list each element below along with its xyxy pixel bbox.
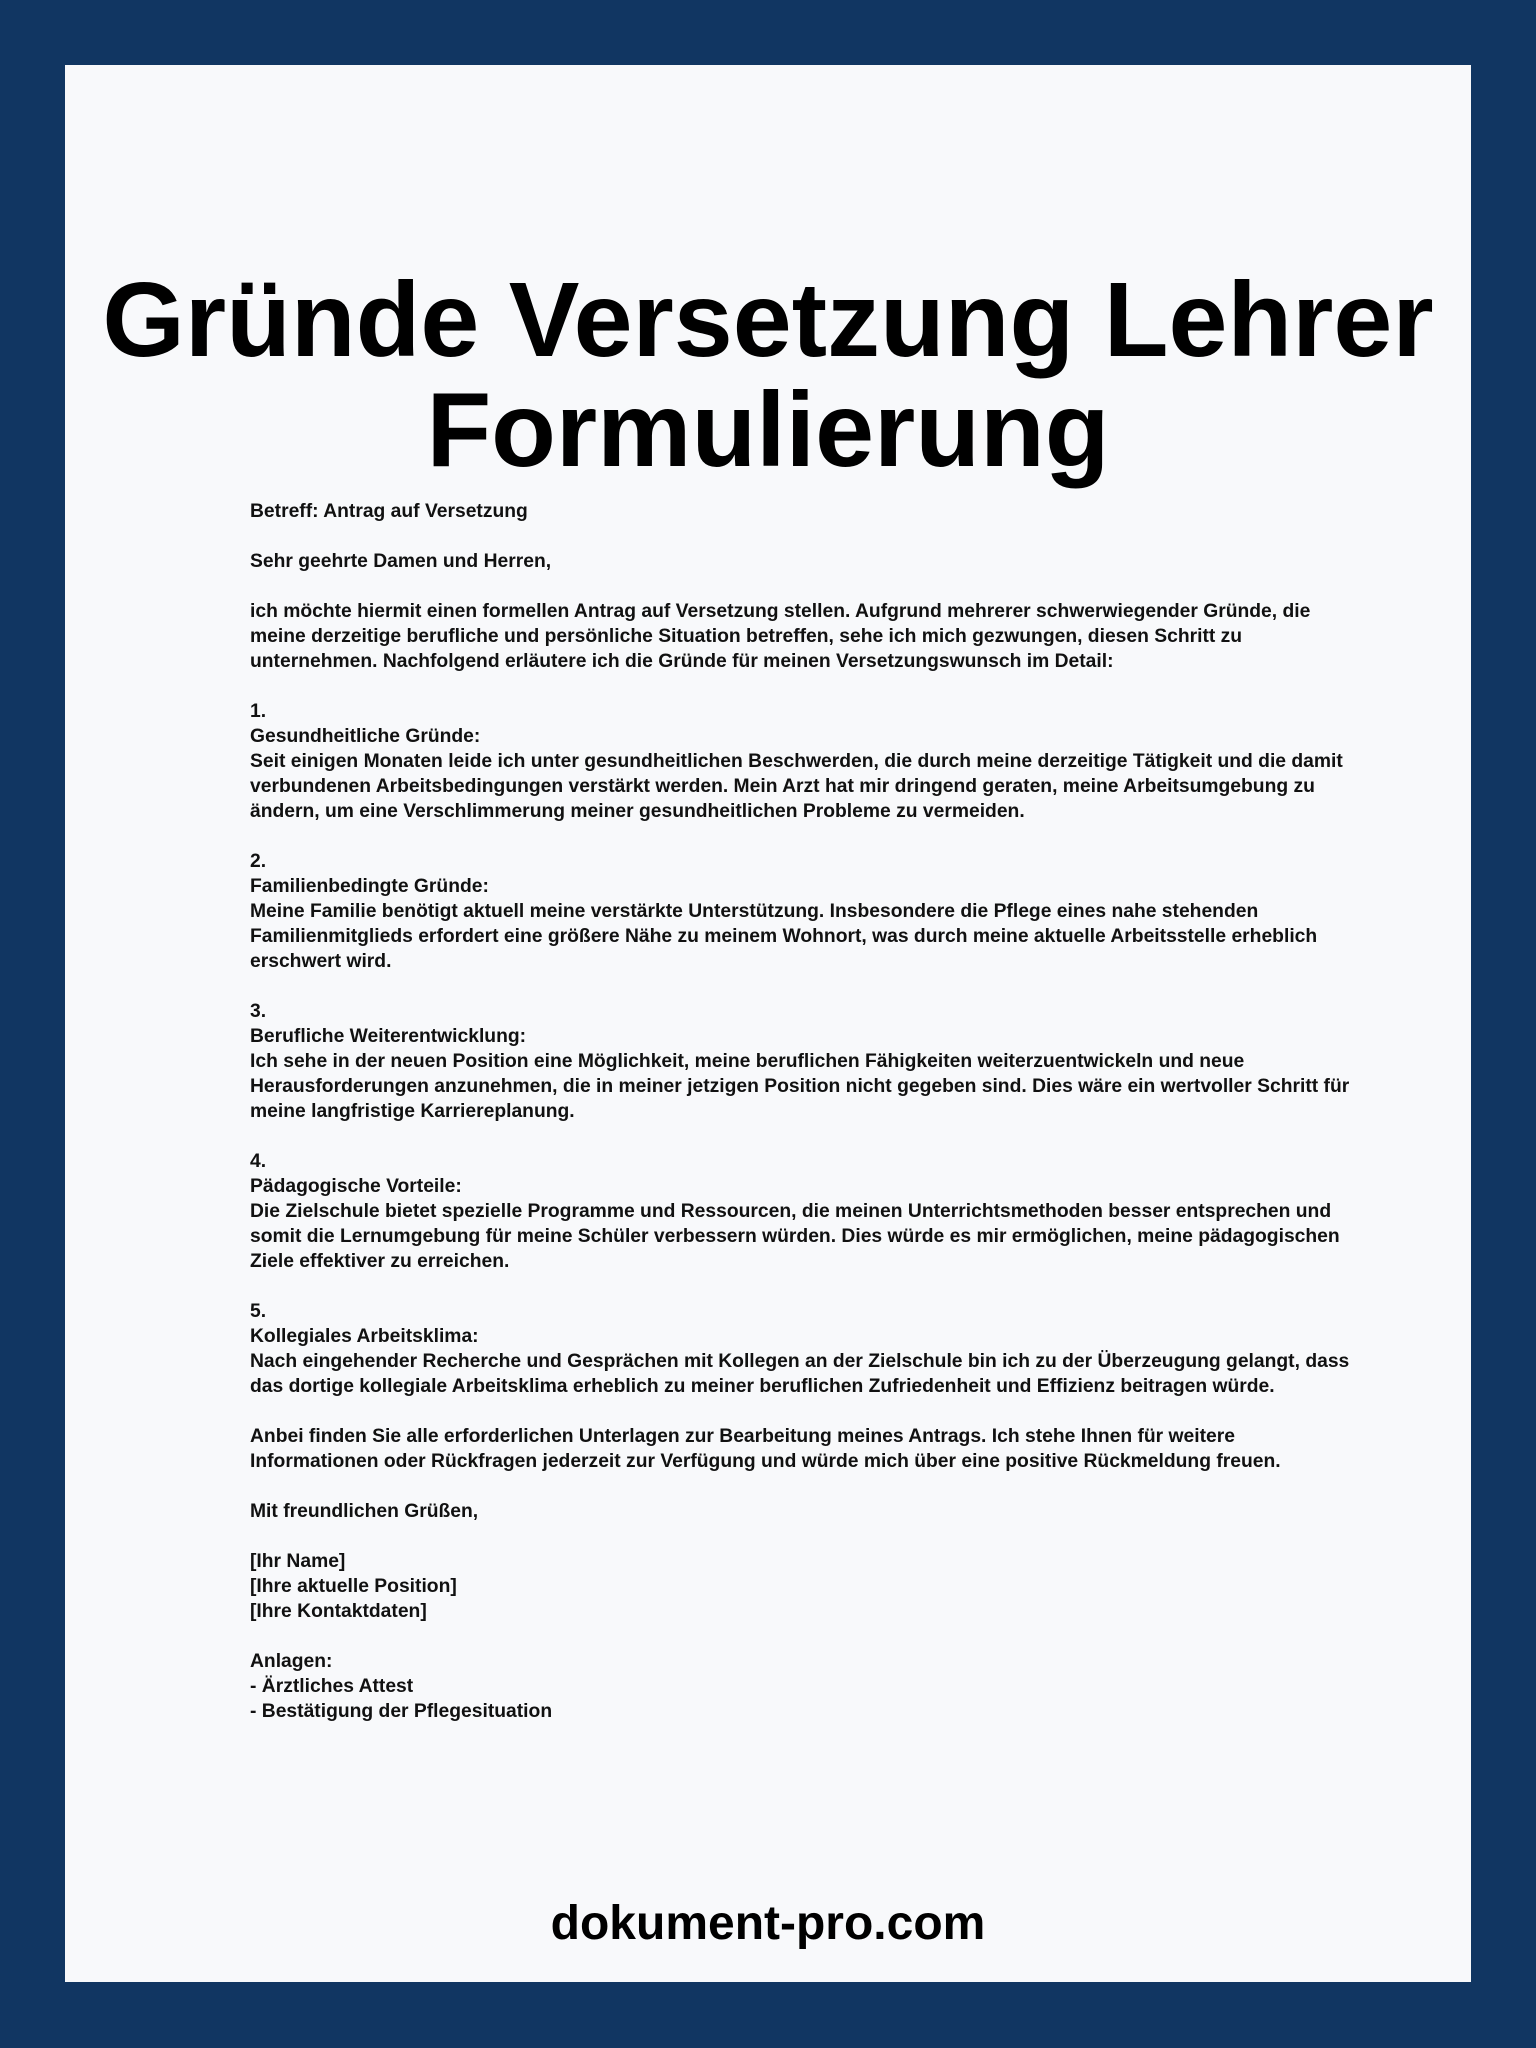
reason-heading: Familienbedingte Gründe: xyxy=(250,876,489,897)
reason-item xyxy=(250,699,1350,824)
signature-name: [Ihr Name] xyxy=(250,1551,346,1572)
reason-number: 2. xyxy=(250,851,267,872)
document-page xyxy=(65,65,1471,1982)
reason-item xyxy=(250,999,1350,1124)
reason-heading: Gesundheitliche Gründe: xyxy=(250,726,481,747)
title-line-1: Gründe Versetzung Lehrer xyxy=(102,261,1434,379)
attachment-item: - Ärztliches Attest xyxy=(250,1676,414,1697)
sign-off: Mit freundlichen Grüßen, xyxy=(250,1501,479,1522)
reason-number: 5. xyxy=(250,1301,267,1322)
title-line-2: Formulierung xyxy=(426,371,1110,489)
letter-body xyxy=(250,499,1350,1724)
footer-site: dokument-pro.com xyxy=(550,1897,986,1950)
attachments-block xyxy=(250,1649,1350,1724)
reason-number: 4. xyxy=(250,1151,267,1172)
reason-number: 3. xyxy=(250,1001,267,1022)
closing-paragraph: Anbei finden Sie alle erforderlichen Unterlagen zur Bearbeitung meines Antrags. Ich stehe Ihnen für weitere Informationen oder Rückfragen jederzeit zur Verfügung und würde mich über eine positive Rückmeldung freuen. xyxy=(250,1426,1281,1472)
reason-item xyxy=(250,1299,1350,1399)
reason-text: Nach eingehender Recherche und Gesprächen mit Kollegen an der Zielschule bin ich zu der Überzeugung gelangt, dass das dortige kollegiale Arbeitsklima erheblich zu meiner beruflichen Zufriedenheit und Effizienz beitragen würde. xyxy=(250,1351,1350,1397)
page-title xyxy=(65,261,1471,489)
signature-block xyxy=(250,1549,1350,1624)
attachment-item: - Bestätigung der Pflegesituation xyxy=(250,1701,553,1722)
reason-text: Die Zielschule bietet spezielle Programme und Ressourcen, die meinen Unterrichtsmethoden besser entsprechen und somit die Lernumgebung für meine Schüler verbessern würden. Dies würde es mir ermöglichen, meine pädagogischen Ziele effektiver zu erreichen. xyxy=(250,1201,1340,1272)
reason-text: Seit einigen Monaten leide ich unter gesundheitlichen Beschwerden, die durch meine derzeitige Tätigkeit und die damit verbundenen Arbeitsbedingungen verstärkt werden. Mein Arzt hat mir dringend geraten, meine Arbeitsumgebung zu ändern, um eine Verschlimmerung meiner gesundheitlichen Probleme zu vermeiden. xyxy=(250,751,1343,822)
reason-heading: Berufliche Weiterentwicklung: xyxy=(250,1026,527,1047)
reason-heading: Pädagogische Vorteile: xyxy=(250,1176,462,1197)
attachments-label: Anlagen: xyxy=(250,1651,333,1672)
letter-intro: ich möchte hiermit einen formellen Antrag auf Versetzung stellen. Aufgrund mehrerer schwerwiegender Gründe, die meine derzeitige berufliche und persönliche Situation betreffen, sehe ich mich gezwungen, diesen Schritt zu unternehmen. Nachfolgend erläutere ich die Gründe für meinen Versetzungswunsch im Detail: xyxy=(250,601,1311,672)
letter-salutation: Sehr geehrte Damen und Herren, xyxy=(250,551,552,572)
reason-number: 1. xyxy=(250,701,267,722)
letter-subject: Betreff: Antrag auf Versetzung xyxy=(250,501,528,522)
reason-heading: Kollegiales Arbeitsklima: xyxy=(250,1326,479,1347)
reason-item xyxy=(250,1149,1350,1274)
reason-text: Ich sehe in der neuen Position eine Möglichkeit, meine beruflichen Fähigkeiten weiterzuentwickeln und neue Herausforderungen anzunehmen, die in meiner jetzigen Position nicht gegeben sind. Dies wäre ein wertvoller Schritt für meine langfristige Karriereplanung. xyxy=(250,1051,1350,1122)
reason-text: Meine Familie benötigt aktuell meine verstärkte Unterstützung. Insbesondere die Pflege eines nahe stehenden Familienmitglieds erfordert eine größere Nähe zu meinem Wohnort, was durch meine aktuelle Arbeitsstelle erheblich erschwert wird. xyxy=(250,901,1318,972)
signature-position: [Ihre aktuelle Position] xyxy=(250,1576,457,1597)
signature-contact: [Ihre Kontaktdaten] xyxy=(250,1601,427,1622)
reason-item xyxy=(250,849,1350,974)
